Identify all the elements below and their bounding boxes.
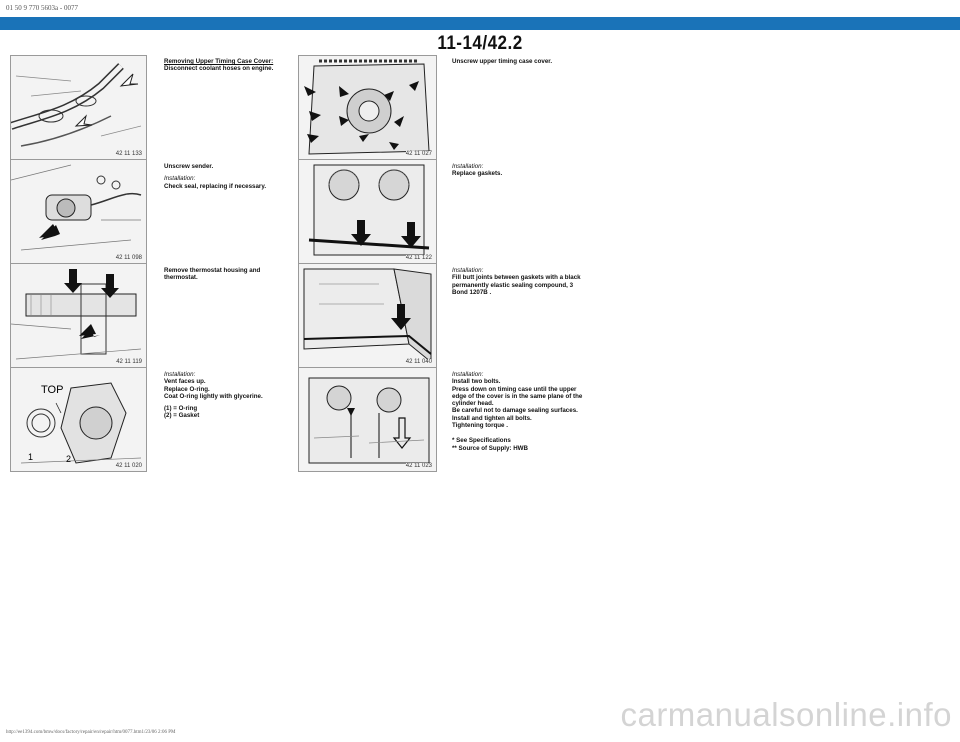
figure-install-bolts xyxy=(298,367,437,472)
oring-callout: 1 xyxy=(28,452,34,462)
coolant-hoses-illustration xyxy=(11,56,146,159)
step-unscrew-sender xyxy=(164,163,299,190)
step-thermostat-install xyxy=(164,371,299,425)
figure-sender xyxy=(10,159,147,264)
gasket-callout: 2 xyxy=(66,454,72,464)
figure-number: 42 11 133 xyxy=(115,151,142,157)
figure-sealing-compound xyxy=(298,263,437,368)
step-text: Install two bolts. Press down on timing case until the upper edge of the cover is in the same plane of the cylinder head. Be careful not to damage sealing surfaces. Install and tighten all bolts. Tightening torque . xyxy=(452,378,583,430)
header-band xyxy=(0,17,960,30)
footer-url: http://ee1394.com/bmw/docs/factory/repair/en/repair/htm/0077.htm1/23/06 2:06 PM xyxy=(6,730,176,735)
step-text: Disconnect coolant hoses on engine. xyxy=(164,65,274,73)
figure-gaskets xyxy=(298,159,437,264)
thermostat-oring-illustration xyxy=(11,368,146,471)
section-heading: Removing Upper Timing Case Cover: xyxy=(164,58,274,65)
step-text: Remove thermostat housing and thermostat. xyxy=(164,267,261,282)
page-title: 11-14/42.2 xyxy=(437,33,523,54)
install-bolts-illustration xyxy=(299,368,436,471)
timing-cover-illustration xyxy=(299,56,436,159)
step-text: Unscrew upper timing case cover. xyxy=(452,58,553,65)
sealing-compound-illustration xyxy=(299,264,436,367)
step-install-bolts xyxy=(452,371,587,457)
gaskets-illustration xyxy=(299,160,436,263)
watermark: carmanualsonline.info xyxy=(620,696,952,733)
installation-label: Installation: xyxy=(452,267,484,274)
thermostat-illustration xyxy=(11,264,146,367)
figure-thermostat-oring xyxy=(10,367,147,472)
figure-timing-cover xyxy=(298,55,437,160)
step-text: Vent faces up. Replace O-ring. Coat O-ring lightly with glycerine. xyxy=(164,378,263,400)
step-replace-gaskets xyxy=(452,163,587,183)
figure-number: 42 11 119 xyxy=(116,359,142,365)
figure-thermostat xyxy=(10,263,147,368)
installation-label: Installation: xyxy=(164,371,196,378)
step-text: Fill butt joints between gaskets with a black permanently elastic sealing compound, 3 Bond 1207B . xyxy=(452,274,581,296)
step-fill-joints xyxy=(452,267,587,301)
figure-coolant-hoses xyxy=(10,55,147,160)
sender-illustration xyxy=(11,160,146,263)
top-label: TOP xyxy=(41,384,64,396)
footnotes: * See Specifications ** Source of Supply: HWB xyxy=(452,437,528,452)
step-note: Check seal, replacing if necessary. xyxy=(164,182,267,190)
figure-number: 42 11 040 xyxy=(405,359,432,365)
figure-number: 42 11 122 xyxy=(405,255,432,261)
document-id: 01 50 9 770 5603a - 0077 xyxy=(6,4,78,12)
step-text: Unscrew sender. xyxy=(164,163,214,170)
legend-text: (1) = O-ring (2) = Gasket xyxy=(164,405,200,420)
installation-label: Installation: xyxy=(164,175,196,183)
figure-number: 42 11 027 xyxy=(405,151,432,157)
step-text: Replace gaskets. xyxy=(452,170,503,178)
figure-number: 42 11 023 xyxy=(405,463,432,469)
step-remove-thermostat xyxy=(164,267,284,287)
figure-number: 42 11 098 xyxy=(115,255,142,261)
installation-label: Installation: xyxy=(452,163,484,170)
step-unscrew-cover xyxy=(452,58,587,70)
figure-number: 42 11 020 xyxy=(115,463,142,469)
installation-label: Installation: xyxy=(452,371,484,378)
step-remove-cover xyxy=(164,58,299,78)
